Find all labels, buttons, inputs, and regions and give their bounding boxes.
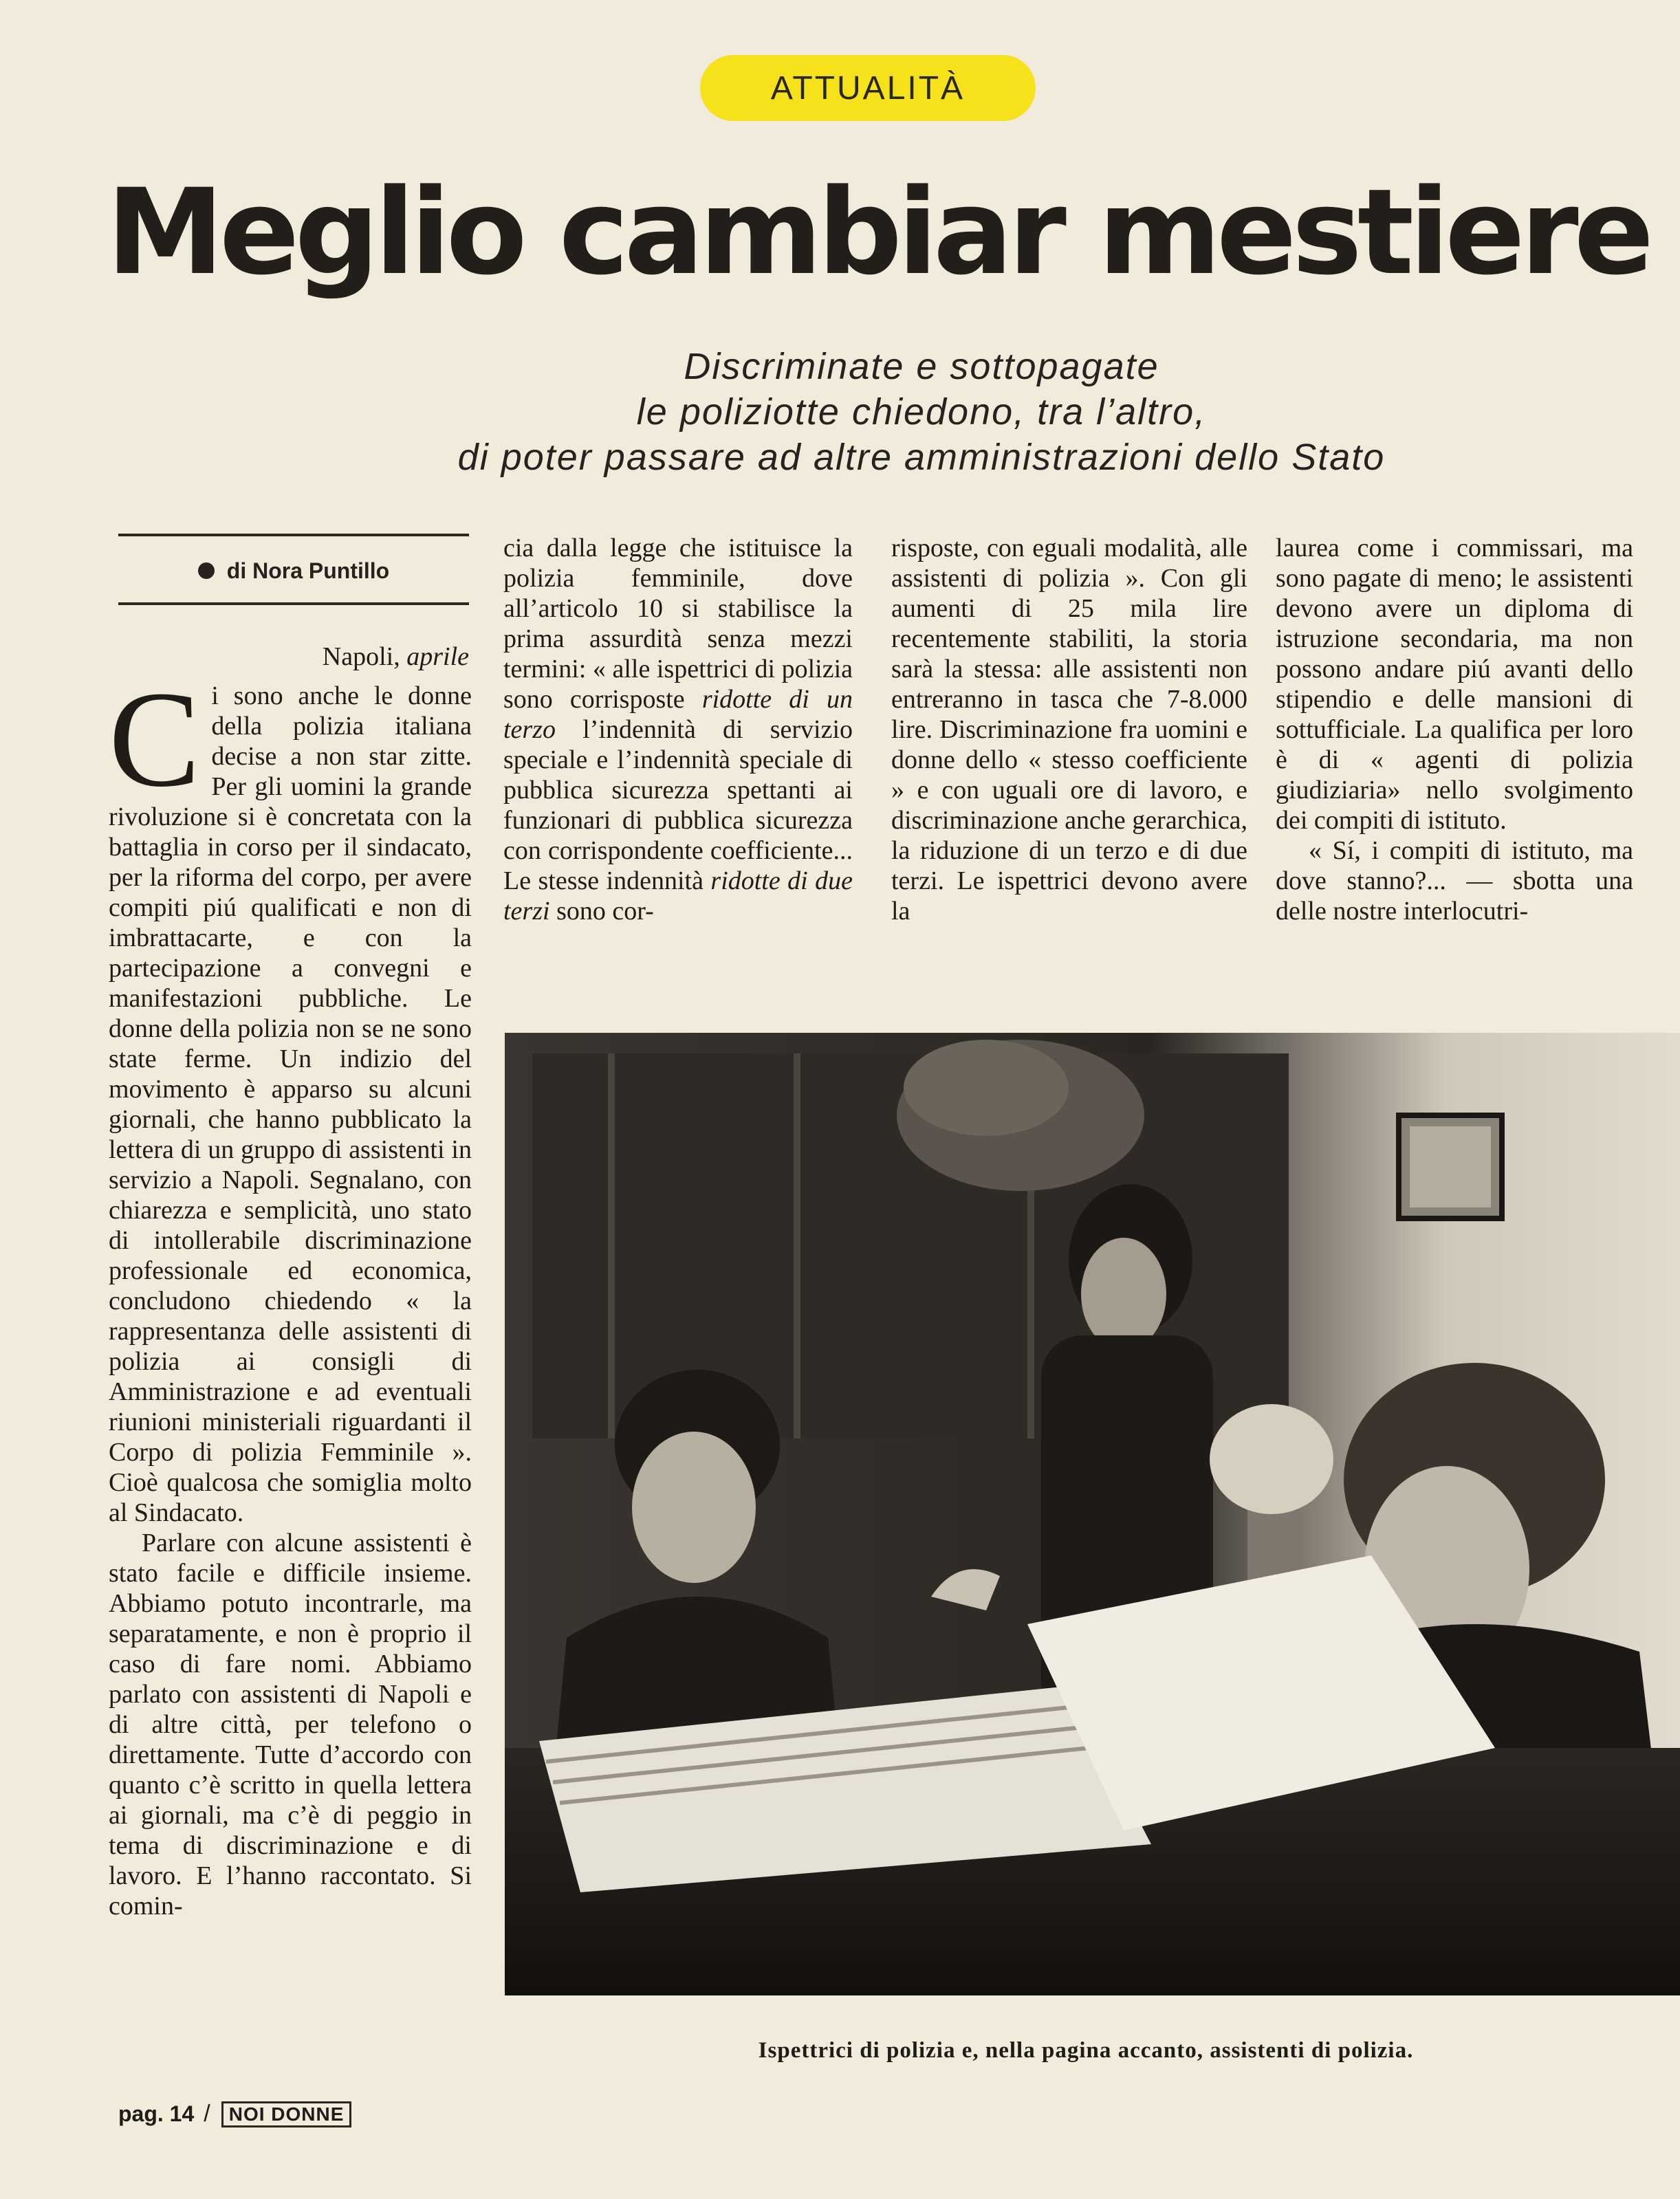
bullet-icon bbox=[198, 562, 215, 579]
article-column-4 bbox=[1276, 533, 1633, 966]
article-paragraph: laurea come i commissari, ma sono pagate di meno; le assistenti devono avere un diploma di istruzione secondaria, ma non possono andare piú avanti dello stipendio e delle mansioni di sottufficiale. La qualifica per loro è di « agenti di polizia giudiziaria» nello svolgimento dei compiti di istituto. bbox=[1276, 534, 1633, 835]
footer-separator: / bbox=[204, 2101, 210, 2127]
subheadline-line-1: Discriminate e sottopagate bbox=[684, 346, 1159, 387]
article-photo bbox=[505, 1033, 1680, 1995]
section-badge bbox=[700, 55, 1036, 121]
article-paragraph: Parlare con alcune assistenti è stato facile e difficile insieme. Abbiamo potuto incontrarle, ma separatamente, e non è proprio il caso di fare nomi. Abbiamo parlato con assistenti di Napoli e di altre città, per telefono o direttamente. Tutte d’accordo con quanto c’è scritto in quella lettera ai giornali, ma c’è di peggio in tema di discriminazione e di lavoro. E l’hanno raccontato. Si comin- bbox=[109, 1529, 472, 1921]
subheadline-line-2: le poliziotte chiedono, tra l’altro, bbox=[636, 391, 1207, 433]
article-paragraph: Ci sono anche le donne della polizia italiana decise a non star zitte. Per gli uomini la grande rivoluzione si è concretata con la battaglia in corso per il sindacato, per la riforma del corpo, per avere compiti piú qualificati e non di imbrattacarte, e con la partecipazione a convegni e manifestazioni pubbliche. Le donne della polizia non se ne sono state ferme. Un indizio del movimento è apparso su alcuni giornali, che hanno pubblicato la lettera di un gruppo di assistenti in servizio a Napoli. Segnalano, con chiarezza e semplicità, uno stato di intollerabile discriminazione professionale ed economica, concludono chiedendo « la rappresentanza delle assistenti di polizia ai consigli di Amministrazione e ad eventuali riunioni ministeriali riguardanti il Corpo di polizia Femminile ». Cioè qualcosa che somiglia molto al Sindacato. bbox=[109, 681, 472, 1527]
article-column-2 bbox=[503, 533, 853, 966]
byline-author: di Nora Puntillo bbox=[226, 558, 390, 583]
article-paragraph: risposte, con eguali modalità, alle assistenti di polizia ». Con gli aumenti di 25 mila lire recentemente stabiliti, la storia sarà la stessa: alle assistenti non entreranno in tasca che 7-8.000 lire. Discriminazione fra uomini e donne dello « stesso coefficiente » e con uguali ore di lavoro, e discriminazione anche gerarchica, la riduzione di un terzo e di due terzi. Le ispettrici devono avere la bbox=[891, 534, 1247, 926]
magazine-logo: NOI DONNE bbox=[221, 2101, 352, 2127]
article-paragraph: cia dalla legge che istituisce la polizia femminile, dove all’articolo 10 si stabilisce la prima assurdità senza mezzi termini: « alle ispettrici di polizia sono corrisposte ridotte di un terzo l’indennità di servizio speciale e l’indennità speciale di pubblica sicurezza spettanti ai funzionari di pubblica sicurezza con corrispondente coefficiente... Le stesse indennità ridotte di due terzi sono cor- bbox=[503, 534, 853, 926]
page-number: pag. 14 bbox=[118, 2101, 195, 2126]
section-label: ATTUALITÀ bbox=[770, 69, 966, 107]
byline bbox=[118, 556, 469, 586]
photo-illustration bbox=[505, 1033, 1680, 1995]
dateline-month: aprile bbox=[406, 642, 469, 671]
dateline bbox=[118, 639, 469, 674]
byline-rule-top bbox=[118, 534, 469, 536]
subheadline bbox=[303, 344, 1540, 480]
drop-cap: C bbox=[109, 681, 201, 816]
article-column-3 bbox=[891, 533, 1247, 966]
subheadline-line-3: di poter passare ad altre amministrazioni dello Stato bbox=[457, 437, 1386, 478]
byline-rule-bottom bbox=[118, 602, 469, 605]
article-paragraph: « Sí, i compiti di istituto, ma dove stanno?... — sbotta una delle nostre interlocutri- bbox=[1276, 836, 1633, 926]
page-footer bbox=[118, 2101, 351, 2127]
dateline-place: Napoli, bbox=[322, 642, 400, 671]
article-column-1 bbox=[109, 681, 472, 2049]
photo-caption: Ispettrici di polizia e, nella pagina accanto, assistenti di polizia. bbox=[758, 2038, 1414, 2063]
headline: Meglio cambiar mestiere bbox=[106, 163, 1650, 301]
